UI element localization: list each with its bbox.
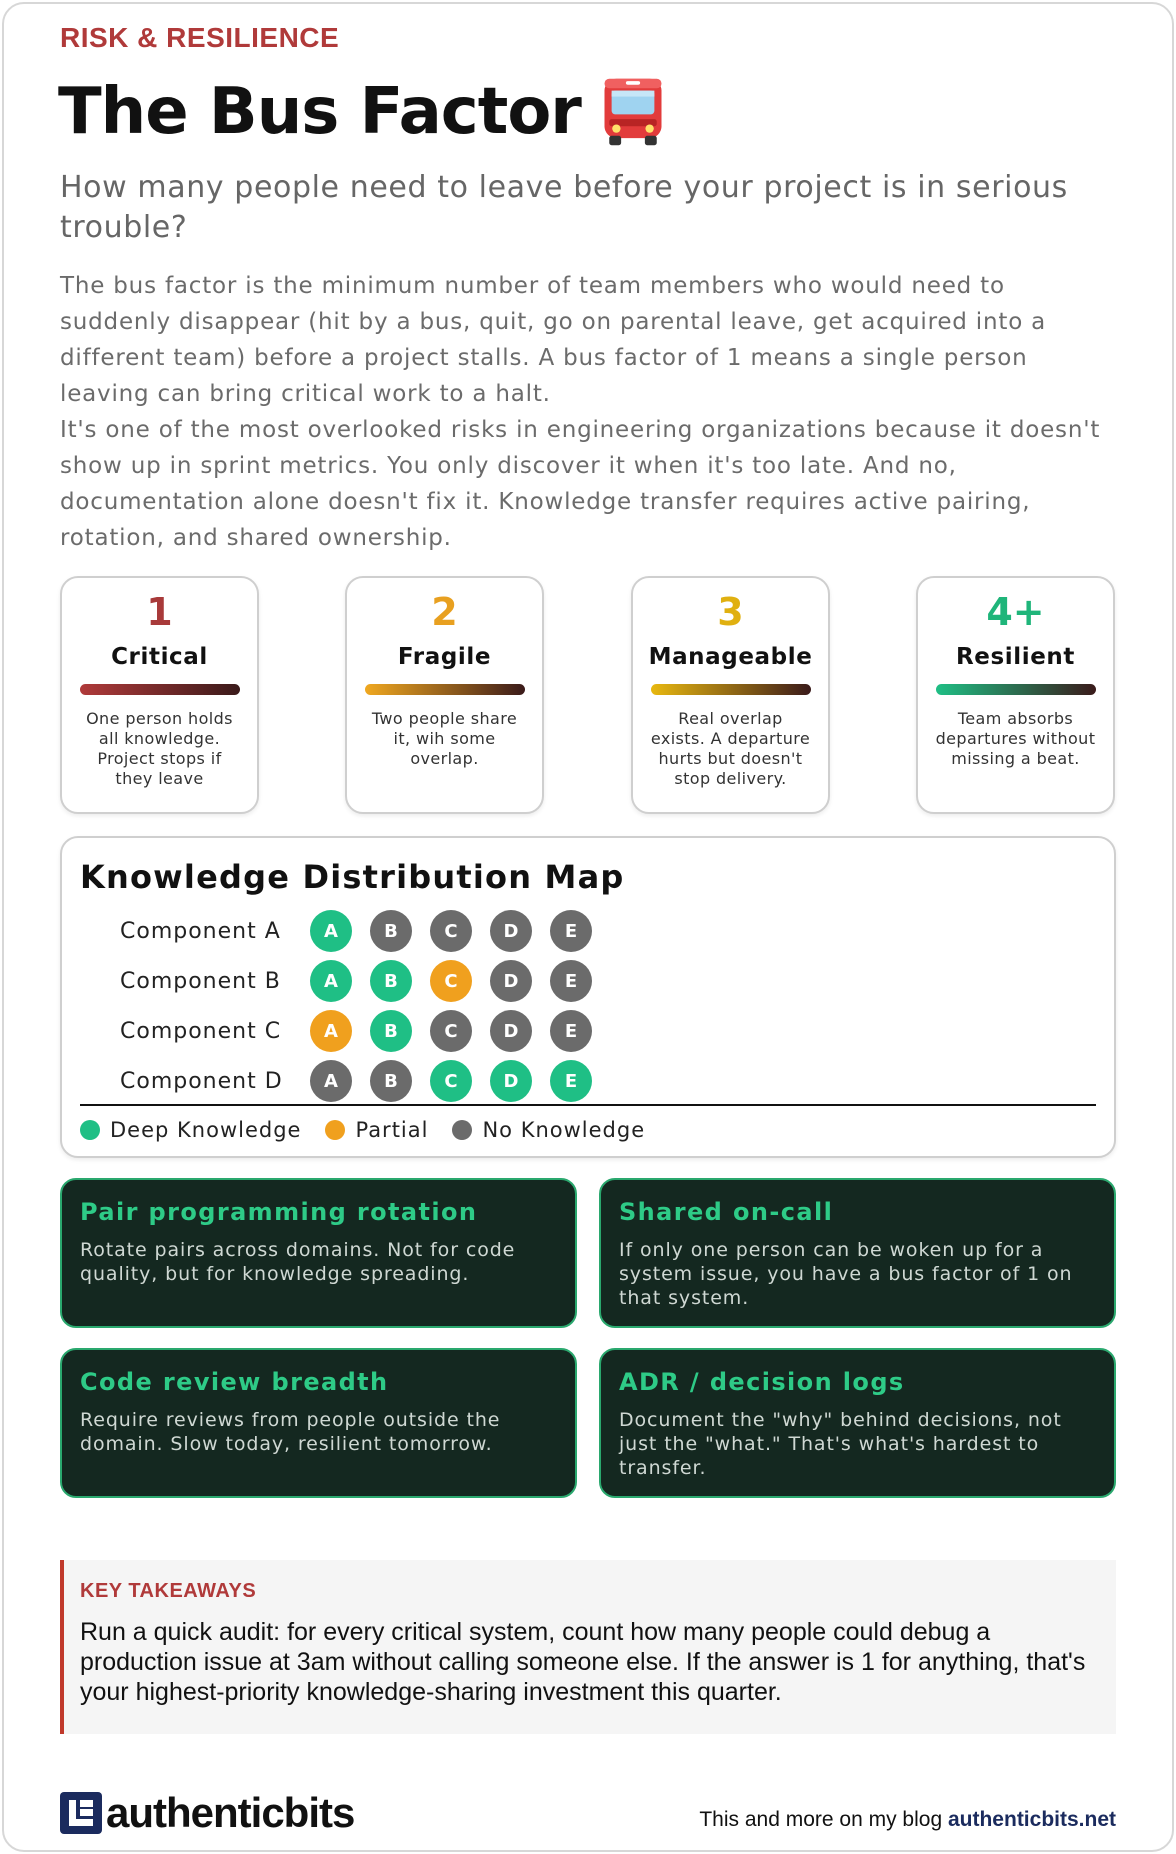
- person-dot: E: [550, 1060, 592, 1102]
- map-row: [120, 1056, 592, 1106]
- tip-description: Rotate pairs across domains. Not for code quality, but for knowledge spreading.: [80, 1239, 516, 1285]
- knowledge-map-grid: [120, 906, 592, 1106]
- footer-note: [699, 1808, 1116, 1832]
- level-card-critical: [60, 576, 259, 814]
- person-dot: C: [430, 1010, 472, 1052]
- person-dot: D: [490, 1060, 532, 1102]
- level-description: Two people share it, wih some overlap.: [371, 709, 518, 768]
- level-number: 4+: [986, 590, 1045, 634]
- legend-swatch-deep: [80, 1120, 100, 1140]
- level-bar: [936, 684, 1096, 695]
- tip-description: If only one person can be woken up for a system issue, you have a bus factor of 1 on that system.: [619, 1239, 1073, 1309]
- map-row: [120, 956, 592, 1006]
- knowledge-map-title: Knowledge Distribution Map: [80, 858, 625, 896]
- page-title: [58, 72, 671, 152]
- intro-text: [60, 268, 1120, 556]
- eyebrow-label: RISK & RESILIENCE: [60, 22, 340, 53]
- tip-title: Code review breadth: [80, 1368, 389, 1396]
- person-dot: D: [490, 960, 532, 1002]
- level-card-resilient: [916, 576, 1115, 814]
- person-dot: A: [310, 960, 352, 1002]
- practice-tips: [60, 1178, 1116, 1498]
- person-dot: A: [310, 1060, 352, 1102]
- person-dot: B: [370, 960, 412, 1002]
- person-dot: E: [550, 1010, 592, 1052]
- intro-paragraph: The bus factor is the minimum number of team members who would need to suddenly disappear (hit by a bus, quit, go on parental leave, get acquired into a different team) before a project stalls. A bus factor of 1 means a single person leaving can bring critical work to a halt.: [60, 273, 1047, 407]
- knowledge-legend: [80, 1118, 659, 1142]
- person-dot: D: [490, 910, 532, 952]
- person-dot: B: [370, 1010, 412, 1052]
- map-row: [120, 906, 592, 956]
- legend-label: Partial: [355, 1118, 429, 1142]
- brand-name: authenticbits: [106, 1789, 355, 1836]
- level-name: Fragile: [397, 644, 492, 670]
- authenticbits-logo-icon: [60, 1792, 102, 1834]
- bus-icon: [595, 74, 671, 150]
- person-dots: [310, 910, 592, 952]
- person-dot: A: [310, 1010, 352, 1052]
- person-dot: B: [370, 910, 412, 952]
- level-bar: [651, 684, 811, 695]
- person-dot: E: [550, 960, 592, 1002]
- level-description: Team absorbs departures without missing a beat.: [935, 709, 1096, 768]
- legend-swatch-none: [452, 1120, 472, 1140]
- key-takeaways: [60, 1560, 1116, 1734]
- footer-note-prefix: This and more on my blog: [699, 1808, 943, 1831]
- legend-swatch-partial: [325, 1120, 345, 1140]
- tip-title: ADR / decision logs: [619, 1368, 905, 1396]
- component-label: Component B: [120, 968, 281, 994]
- tip-title: Shared on-call: [619, 1198, 834, 1226]
- tip-card: [60, 1178, 577, 1328]
- tip-card: [60, 1348, 577, 1498]
- tip-card: [599, 1348, 1116, 1498]
- person-dots: [310, 1060, 592, 1102]
- level-description: Real overlap exists. A departure hurts but doesn't stop delivery.: [650, 709, 811, 788]
- legend-item-deep: [80, 1118, 301, 1142]
- legend-item-none: [452, 1118, 645, 1142]
- level-card-manageable: [631, 576, 830, 814]
- level-bar: [80, 684, 240, 695]
- level-number: 2: [431, 590, 458, 634]
- level-card-fragile: [345, 576, 544, 814]
- person-dot: B: [370, 1060, 412, 1102]
- blog-link[interactable]: authenticbits.net: [947, 1808, 1116, 1831]
- person-dot: A: [310, 910, 352, 952]
- map-divider: [80, 1104, 1096, 1106]
- tip-description: Require reviews from people outside the domain. Slow today, resilient tomorrow.: [80, 1409, 501, 1455]
- takeaway-text: Run a quick audit: for every critical system, count how many people could debug a production issue at 3am without calling someone else. If the answer is 1 for anything, that's your highest-priority knowledge-sharing investment this quarter.: [80, 1618, 1086, 1706]
- person-dot: C: [430, 960, 472, 1002]
- person-dot: C: [430, 910, 472, 952]
- component-label: Component D: [120, 1068, 283, 1094]
- level-name: Manageable: [648, 644, 813, 670]
- level-bar: [365, 684, 525, 695]
- tip-description: Document the "why" behind decisions, not just the "what." That's what's hardest to transfer.: [619, 1409, 1062, 1479]
- legend-item-partial: [325, 1118, 428, 1142]
- tip-title: Pair programming rotation: [80, 1198, 478, 1226]
- level-number: 1: [146, 590, 173, 634]
- legend-label: No Knowledge: [482, 1118, 646, 1142]
- knowledge-map-card: [60, 836, 1116, 1158]
- person-dot: C: [430, 1060, 472, 1102]
- person-dots: [310, 960, 592, 1002]
- intro-paragraph: It's one of the most overlooked risks in engineering organizations because it doesn't show up in sprint metrics. You only discover it when it's too late. And no, documentation alone doesn't fix it. Knowledge transfer requires active pairing, rotation, and shared ownership.: [60, 417, 1101, 551]
- person-dots: [310, 1010, 592, 1052]
- person-dot: E: [550, 910, 592, 952]
- brand-logo: [60, 1790, 354, 1836]
- tip-card: [599, 1178, 1116, 1328]
- component-label: Component C: [120, 1018, 282, 1044]
- bus-factor-levels: [60, 576, 1116, 816]
- component-label: Component A: [120, 918, 281, 944]
- level-name: Critical: [111, 644, 208, 670]
- level-number: 3: [717, 590, 744, 634]
- takeaway-label: KEY TAKEAWAYS: [80, 1580, 257, 1602]
- level-description: One person holds all knowledge. Project stops if they leave: [86, 709, 233, 788]
- person-dot: D: [490, 1010, 532, 1052]
- page-title-text: The Bus Factor: [58, 75, 581, 149]
- map-row: [120, 1006, 592, 1056]
- level-name: Resilient: [955, 644, 1076, 670]
- page-subtitle: How many people need to leave before your project is in serious trouble?: [60, 170, 1068, 245]
- legend-label: Deep Knowledge: [110, 1118, 302, 1142]
